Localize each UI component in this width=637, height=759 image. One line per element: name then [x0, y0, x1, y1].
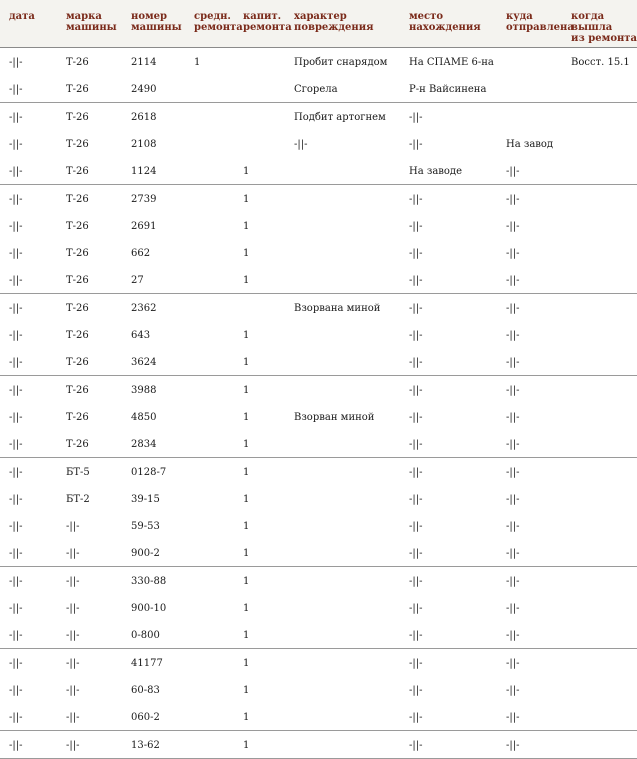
- cell-date: -||-: [9, 411, 23, 423]
- cell-capital-repair: 1: [243, 739, 250, 751]
- cell-vehicle-model: Т-26: [66, 57, 89, 68]
- cell-capital-repair: 1: [243, 575, 250, 587]
- cell-vehicle-model: -||-: [66, 548, 80, 560]
- header-sent-to: куда отправлена: [506, 11, 574, 33]
- cell-capital-repair: 1: [243, 384, 250, 396]
- cell-vehicle-number: 27: [131, 275, 144, 287]
- cell-sent-to: -||-: [506, 548, 520, 560]
- cell-location: -||-: [409, 411, 423, 423]
- cell-location: -||-: [409, 357, 423, 369]
- table-row: [0, 676, 637, 704]
- cell-capital-repair: 1: [243, 275, 250, 287]
- cell-vehicle-model: -||-: [66, 684, 80, 696]
- table-row: [0, 266, 637, 294]
- cell-date: -||-: [9, 466, 23, 478]
- table-row: [0, 376, 637, 404]
- cell-location: -||-: [409, 439, 423, 451]
- header-damage-type: характер повреждения: [294, 11, 374, 33]
- cell-vehicle-model: БТ-2: [66, 493, 90, 505]
- table-row: [0, 348, 637, 376]
- header-location: место нахождения: [409, 11, 481, 33]
- table-header: [0, 0, 637, 48]
- cell-date: -||-: [9, 575, 23, 587]
- cell-sent-to: -||-: [506, 411, 520, 423]
- table-row: [0, 430, 637, 458]
- cell-capital-repair: 1: [243, 439, 250, 451]
- cell-vehicle-number: 2739: [131, 193, 157, 205]
- cell-vehicle-number: 1124: [131, 166, 157, 178]
- cell-damage-type: Сгорела: [294, 84, 338, 96]
- cell-capital-repair: 1: [243, 603, 250, 614]
- cell-date: -||-: [9, 603, 23, 614]
- cell-capital-repair: 1: [243, 357, 250, 369]
- cell-medium-repair: 1: [194, 57, 201, 68]
- cell-vehicle-model: Т-26: [66, 84, 89, 96]
- cell-date: -||-: [9, 548, 23, 560]
- table-row: [0, 239, 637, 267]
- cell-sent-to: -||-: [506, 466, 520, 478]
- cell-sent-to: На завод: [506, 138, 554, 150]
- table-row: [0, 157, 637, 185]
- header-vehicle-model: марка машины: [66, 11, 117, 33]
- cell-date: -||-: [9, 248, 23, 260]
- cell-vehicle-model: Т-26: [66, 330, 89, 341]
- cell-sent-to: -||-: [506, 275, 520, 287]
- cell-vehicle-model: -||-: [66, 657, 80, 669]
- cell-sent-to: -||-: [506, 739, 520, 751]
- cell-location: -||-: [409, 248, 423, 260]
- cell-vehicle-model: -||-: [66, 521, 80, 533]
- cell-sent-to: -||-: [506, 302, 520, 314]
- table-row: [0, 103, 637, 131]
- cell-location: -||-: [409, 712, 423, 724]
- cell-location: Р-н Вайсинена: [409, 84, 487, 96]
- cell-date: -||-: [9, 384, 23, 396]
- cell-damage-type: Взорван миной: [294, 411, 375, 423]
- cell-vehicle-model: Т-26: [66, 166, 89, 178]
- cell-capital-repair: 1: [243, 548, 250, 560]
- table-row: [0, 403, 637, 431]
- cell-date: -||-: [9, 330, 23, 341]
- cell-location: -||-: [409, 548, 423, 560]
- cell-vehicle-number: 2834: [131, 439, 157, 451]
- cell-vehicle-model: -||-: [66, 712, 80, 724]
- header-date: дата: [9, 11, 35, 22]
- cell-sent-to: -||-: [506, 684, 520, 696]
- table-row: [0, 731, 637, 759]
- cell-vehicle-number: 662: [131, 248, 151, 260]
- cell-date: -||-: [9, 275, 23, 287]
- cell-capital-repair: 1: [243, 712, 250, 724]
- cell-date: -||-: [9, 302, 23, 314]
- cell-vehicle-number: 4850: [131, 411, 157, 423]
- cell-location: -||-: [409, 466, 423, 478]
- cell-date: -||-: [9, 84, 23, 96]
- cell-vehicle-number: 3988: [131, 384, 157, 396]
- table-row: [0, 212, 637, 240]
- table-row: [0, 512, 637, 540]
- table-row: [0, 458, 637, 486]
- cell-sent-to: -||-: [506, 193, 520, 205]
- header-vehicle-number: номер машины: [131, 11, 182, 33]
- cell-sent-to: -||-: [506, 657, 520, 669]
- cell-vehicle-number: 900-2: [131, 548, 160, 560]
- cell-location: -||-: [409, 521, 423, 533]
- cell-location: На СПАМЕ 6-на: [409, 57, 494, 68]
- cell-damage-type: Пробит снарядом: [294, 57, 388, 68]
- cell-capital-repair: 1: [243, 330, 250, 341]
- table-row: [0, 649, 637, 677]
- cell-vehicle-model: Т-26: [66, 220, 89, 232]
- cell-date: -||-: [9, 220, 23, 232]
- cell-vehicle-number: 643: [131, 330, 151, 341]
- cell-vehicle-model: Т-26: [66, 111, 89, 123]
- cell-vehicle-number: 39-15: [131, 493, 160, 505]
- cell-vehicle-model: Т-26: [66, 439, 89, 451]
- cell-vehicle-model: -||-: [66, 603, 80, 614]
- cell-vehicle-model: Т-26: [66, 138, 89, 150]
- cell-vehicle-model: -||-: [66, 575, 80, 587]
- cell-vehicle-model: Т-26: [66, 302, 89, 314]
- cell-date: -||-: [9, 521, 23, 533]
- cell-vehicle-number: 900-10: [131, 603, 167, 614]
- cell-vehicle-number: 060-2: [131, 712, 160, 724]
- cell-vehicle-number: 330-88: [131, 575, 167, 587]
- cell-capital-repair: 1: [243, 248, 250, 260]
- cell-location: -||-: [409, 220, 423, 232]
- cell-date: -||-: [9, 111, 23, 123]
- cell-vehicle-model: Т-26: [66, 275, 89, 287]
- cell-sent-to: -||-: [506, 330, 520, 341]
- cell-date: -||-: [9, 57, 23, 68]
- cell-location: -||-: [409, 603, 423, 614]
- cell-location: На заводе: [409, 166, 463, 178]
- cell-location: -||-: [409, 575, 423, 587]
- cell-vehicle-number: 41177: [131, 657, 163, 669]
- cell-date: -||-: [9, 439, 23, 451]
- cell-vehicle-model: БТ-5: [66, 466, 90, 478]
- cell-location: -||-: [409, 138, 423, 150]
- cell-sent-to: -||-: [506, 357, 520, 369]
- table-row: [0, 567, 637, 595]
- cell-location: -||-: [409, 302, 423, 314]
- cell-vehicle-model: -||-: [66, 739, 80, 751]
- cell-sent-to: -||-: [506, 493, 520, 505]
- cell-date: -||-: [9, 138, 23, 150]
- cell-sent-to: -||-: [506, 384, 520, 396]
- cell-capital-repair: 1: [243, 411, 250, 423]
- cell-vehicle-model: Т-26: [66, 411, 89, 423]
- cell-vehicle-model: Т-26: [66, 384, 89, 396]
- cell-damage-type: Взорвана миной: [294, 302, 381, 314]
- header-capital-repair: капит. ремонта: [243, 11, 292, 33]
- cell-location: -||-: [409, 193, 423, 205]
- cell-vehicle-number: 2490: [131, 84, 157, 96]
- cell-location: -||-: [409, 739, 423, 751]
- table-row: [0, 75, 637, 103]
- cell-sent-to: -||-: [506, 712, 520, 724]
- cell-sent-to: -||-: [506, 630, 520, 642]
- cell-date: -||-: [9, 739, 23, 751]
- cell-date: -||-: [9, 712, 23, 724]
- cell-capital-repair: 1: [243, 630, 250, 642]
- cell-date: -||-: [9, 357, 23, 369]
- cell-location: -||-: [409, 493, 423, 505]
- cell-vehicle-number: 2114: [131, 57, 157, 68]
- cell-vehicle-model: Т-26: [66, 193, 89, 205]
- cell-capital-repair: 1: [243, 220, 250, 232]
- cell-location: -||-: [409, 384, 423, 396]
- table-row: [0, 321, 637, 349]
- cell-date: -||-: [9, 630, 23, 642]
- cell-sent-to: -||-: [506, 521, 520, 533]
- table-row: [0, 48, 637, 76]
- cell-damage-type: -||-: [294, 138, 308, 150]
- cell-vehicle-number: 0128-7: [131, 466, 167, 478]
- cell-vehicle-number: 3624: [131, 357, 157, 369]
- table-row: [0, 703, 637, 731]
- cell-vehicle-number: 0-800: [131, 630, 160, 642]
- table-row: [0, 130, 637, 158]
- cell-vehicle-model: Т-26: [66, 248, 89, 260]
- cell-location: -||-: [409, 111, 423, 123]
- cell-damage-type: Подбит артогнем: [294, 111, 386, 123]
- table-row: [0, 621, 637, 649]
- cell-vehicle-number: 13-62: [131, 739, 160, 751]
- cell-capital-repair: 1: [243, 493, 250, 505]
- cell-sent-to: -||-: [506, 220, 520, 232]
- cell-capital-repair: 1: [243, 657, 250, 669]
- cell-vehicle-model: -||-: [66, 630, 80, 642]
- cell-date: -||-: [9, 166, 23, 178]
- table-row: [0, 539, 637, 567]
- cell-vehicle-number: 2618: [131, 111, 157, 123]
- cell-capital-repair: 1: [243, 684, 250, 696]
- cell-location: -||-: [409, 275, 423, 287]
- cell-vehicle-model: Т-26: [66, 357, 89, 369]
- cell-sent-to: -||-: [506, 166, 520, 178]
- cell-sent-to: -||-: [506, 248, 520, 260]
- cell-repair-date: Восст. 15.1: [571, 57, 630, 68]
- cell-date: -||-: [9, 493, 23, 505]
- cell-sent-to: -||-: [506, 575, 520, 587]
- header-repair-date: когда вышла из ремонта: [571, 11, 637, 44]
- table-row: [0, 485, 637, 513]
- cell-location: -||-: [409, 657, 423, 669]
- cell-sent-to: -||-: [506, 439, 520, 451]
- cell-location: -||-: [409, 630, 423, 642]
- cell-capital-repair: 1: [243, 166, 250, 178]
- cell-date: -||-: [9, 193, 23, 205]
- cell-capital-repair: 1: [243, 466, 250, 478]
- cell-vehicle-number: 2691: [131, 220, 157, 232]
- table-row: [0, 294, 637, 322]
- table-row: [0, 185, 637, 213]
- cell-sent-to: -||-: [506, 603, 520, 614]
- cell-vehicle-number: 2362: [131, 302, 157, 314]
- table-row: [0, 594, 637, 622]
- cell-capital-repair: 1: [243, 193, 250, 205]
- cell-date: -||-: [9, 684, 23, 696]
- cell-vehicle-number: 2108: [131, 138, 157, 150]
- cell-vehicle-number: 59-53: [131, 521, 160, 533]
- cell-date: -||-: [9, 657, 23, 669]
- cell-capital-repair: 1: [243, 521, 250, 533]
- header-medium-repair: средн. ремонта: [194, 11, 243, 33]
- cell-vehicle-number: 60-83: [131, 684, 160, 696]
- cell-location: -||-: [409, 684, 423, 696]
- cell-location: -||-: [409, 330, 423, 341]
